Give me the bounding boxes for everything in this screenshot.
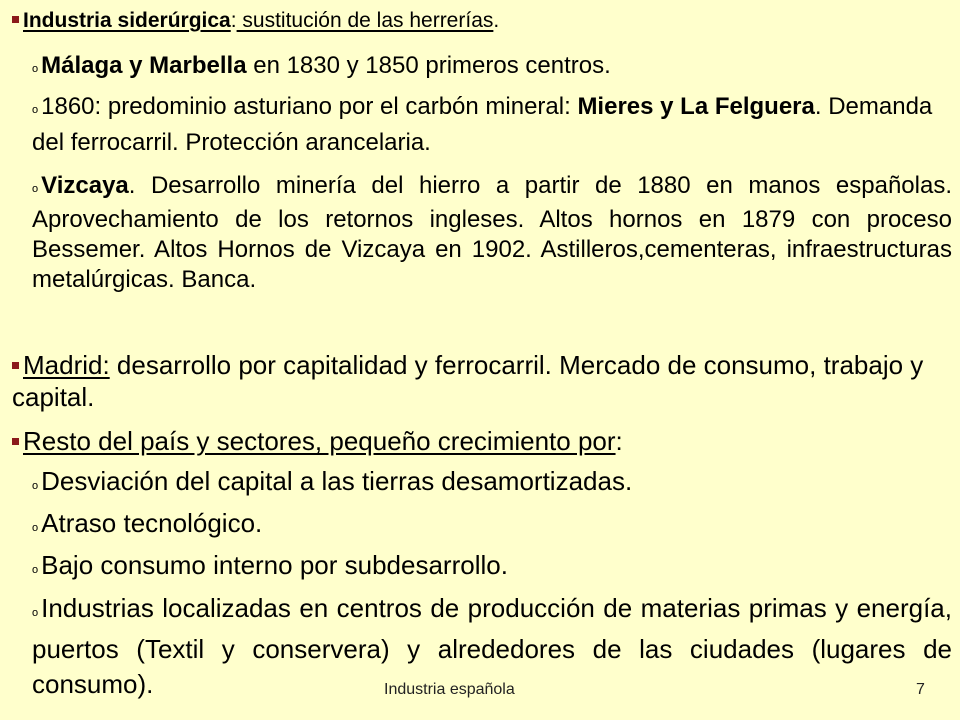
footer-title: Industria española bbox=[384, 681, 515, 698]
sub-vizcaya: o Vizcaya. Desarrollo minería del hierro a partir de 1880 en manos españolas. Aprovechamiento de los retornos ingleses. Altos hornos en 1879 con proceso Bessemer. Altos Hornos de Vizcaya en 1902. Astilleros,cementeras, infraestructuras metalúrgicas. Banca. bbox=[32, 172, 952, 293]
square-bullet-icon bbox=[12, 438, 19, 445]
sub-asturias: o 1860: predominio asturiano por el carbón mineral: Mieres y La Felguera. Demanda del ferrocarril. Protección arancelaria. bbox=[32, 93, 933, 156]
sub-atraso: o Atraso tecnológico. bbox=[32, 507, 952, 545]
circle-bullet-icon: o bbox=[32, 564, 39, 576]
bullet-lead: Industria siderúrgica bbox=[23, 9, 231, 32]
circle-bullet-icon: o bbox=[32, 480, 39, 492]
page-number: 7 bbox=[916, 681, 925, 698]
circle-bullet-icon: o bbox=[32, 522, 39, 534]
square-bullet-icon bbox=[12, 362, 19, 369]
circle-bullet-icon: o bbox=[32, 104, 39, 116]
sub-consumo: o Bajo consumo interno por subdesarrollo. bbox=[32, 549, 952, 587]
circle-bullet-icon: o bbox=[32, 607, 39, 619]
bullet-madrid: Madrid: desarrollo por capitalidad y ferrocarril. Mercado de consumo, trabajo y capital. bbox=[12, 350, 924, 412]
circle-bullet-icon: o bbox=[32, 183, 39, 195]
sub-desviacion: o Desviación del capital a las tierras desamortizadas. bbox=[32, 465, 952, 503]
sub-malaga: o Málaga y Marbella en 1830 y 1850 primeros centros. bbox=[32, 50, 952, 86]
bullet-resto: Resto del país y sectores, pequeño crecimiento por: bbox=[12, 425, 952, 457]
sub-industrias: o Industrias localizadas en centros de producción de materias primas y energía, puertos (Textil y conservera) y alrededores de las ciudades (lugares de consumo). bbox=[32, 593, 952, 699]
square-bullet-icon bbox=[12, 16, 19, 23]
circle-bullet-icon: o bbox=[32, 63, 39, 75]
bullet-siderurgica: Industria siderúrgica: sustitución de las herrerías. bbox=[12, 6, 952, 36]
